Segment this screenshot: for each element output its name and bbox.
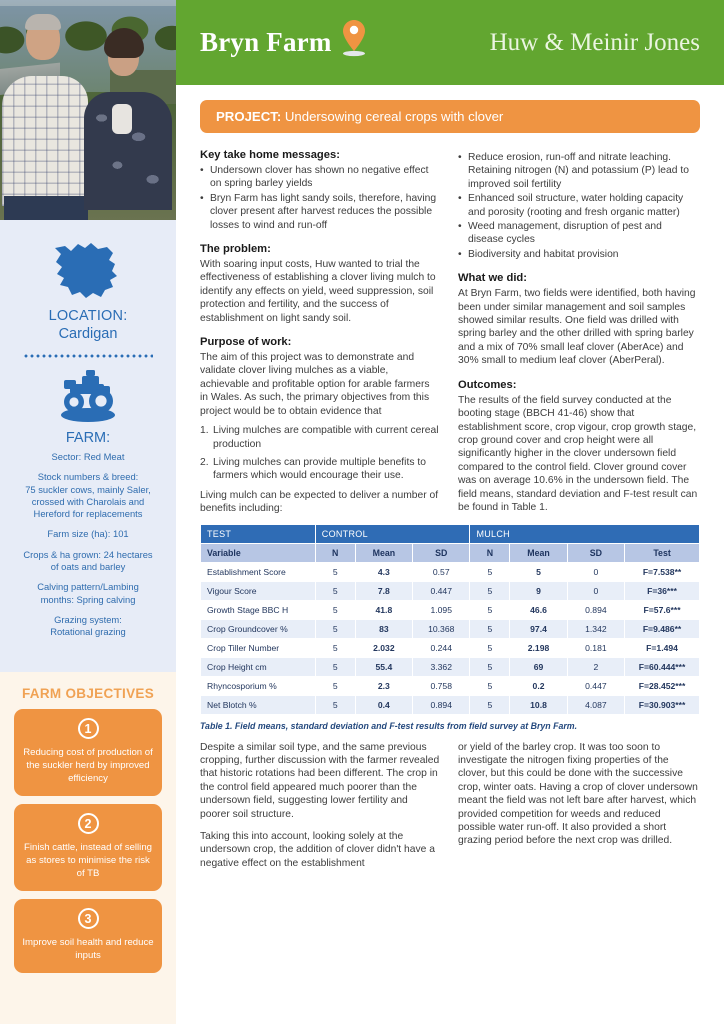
objective-text: Improve soil health and reduce inputs: [22, 937, 154, 961]
right-column: [458, 149, 698, 518]
objective-card-2: [14, 804, 162, 891]
cell-test: F=57.6***: [625, 600, 700, 619]
objective-text: Reducing cost of production of the suckler herd by improved efficiency: [23, 747, 153, 784]
cell-sd: 0: [567, 562, 624, 581]
farm-detail-line: Hereford for replacements: [33, 508, 143, 520]
cell-mean: 4.3: [355, 562, 412, 581]
list-item: • Undersown clover has shown no negative effect on spring barley yields: [200, 164, 440, 191]
outcomes-heading: Outcomes:: [458, 378, 517, 391]
farm-objectives-section: [0, 672, 176, 973]
location-value: Cardigan: [58, 326, 118, 342]
table-row: [201, 638, 700, 657]
cell-mean: 69: [510, 657, 567, 676]
list-item: • Reduce erosion, run-off and nitrate leaching. Retaining nitrogen (N) and potassium (P) lead to improved soil fertility: [458, 151, 698, 191]
benefits-intro: Living mulch can be expected to deliver a number of benefits including:: [200, 489, 439, 515]
bottom-paragraph: Despite a similar soil type, and the same previous cropping, further discussion with the farmer revealed that historic rotations had been different. The crop in the control field appeared much poorer than the undersown field, suggesting lower fertility and poorer soil structure.: [200, 741, 440, 820]
cell-n: 5: [470, 619, 510, 638]
list-item: Living mulches can provide multiple benefits to farmers which would encourage their use.: [213, 456, 426, 482]
objective-number: 1: [78, 718, 99, 739]
list-item: • Bryn Farm has light sandy soils, therefore, having clover present after harvest reduces the possible losses to wind and run-off: [200, 192, 440, 232]
column-header: N: [470, 543, 510, 562]
bottom-left-column: [200, 741, 440, 880]
farm-detail-line: 75 suckler cows, mainly Saler,: [25, 483, 151, 495]
photo-man-trousers: [4, 196, 88, 220]
column-header: SD: [567, 543, 624, 562]
list-item: • Enhanced soil structure, water holding capacity and porosity (rooting and fresh organic matter): [458, 192, 698, 219]
cell-n: 5: [470, 600, 510, 619]
list-item: • Weed management, disruption of pest and disease cycles: [458, 220, 698, 247]
cell-test: F=28.452***: [625, 676, 700, 695]
group-header-test: TEST: [201, 524, 316, 543]
results-table-wrapper: [176, 518, 724, 731]
cell-n: 5: [470, 695, 510, 714]
purpose-objectives-list: [200, 424, 440, 483]
cell-mean: 83: [355, 619, 412, 638]
header-bar: [176, 0, 724, 85]
cell-n: 5: [315, 562, 355, 581]
farm-brand-title: Bryn Farm: [200, 27, 332, 57]
problem-heading: The problem:: [200, 243, 271, 256]
table-row: [201, 695, 700, 714]
cell-variable: Crop Tiller Number: [201, 638, 316, 657]
cell-n: 5: [315, 638, 355, 657]
cell-sd: 0.894: [567, 600, 624, 619]
cell-test: F=9.486**: [625, 619, 700, 638]
cell-mean: 2.032: [355, 638, 412, 657]
farm-objectives-title: FARM OBJECTIVES: [21, 686, 155, 701]
list-item: Living mulches are compatible with current cereal production: [213, 425, 439, 450]
cell-sd: 0.447: [413, 581, 470, 600]
wales-map-icon: [51, 240, 125, 302]
dotted-divider: [23, 354, 153, 358]
cell-sd: 0.181: [567, 638, 624, 657]
left-column: [200, 149, 440, 518]
table-group-header-row: [201, 524, 700, 543]
key-messages-list: [200, 164, 440, 232]
farm-details: [0, 451, 176, 639]
cell-sd: 3.362: [413, 657, 470, 676]
key-messages-heading: Key take home messages:: [200, 149, 340, 161]
cell-variable: Crop Groundcover %: [201, 619, 316, 638]
cell-sd: 0.244: [413, 638, 470, 657]
table-row: [201, 676, 700, 695]
cell-test: F=7.538**: [625, 562, 700, 581]
results-table: [200, 524, 700, 715]
table-row: [201, 581, 700, 600]
cell-n: 5: [470, 581, 510, 600]
farm-detail-line: Grazing system:: [54, 613, 122, 625]
cell-n: 5: [470, 676, 510, 695]
objective-text: Finish cattle, instead of selling as stores to minimise the risk of TB: [24, 842, 152, 879]
cell-mean: 10.8: [510, 695, 567, 714]
cell-test: F=60.444***: [625, 657, 700, 676]
farmer-couple-photo: [0, 0, 176, 220]
project-label: PROJECT:: [216, 109, 282, 124]
farm-detail-line: Calving pattern/Lambing: [37, 581, 139, 593]
table-row: [201, 657, 700, 676]
table-body: [201, 562, 700, 714]
cell-mean: 46.6: [510, 600, 567, 619]
what-we-did-heading: What we did:: [458, 272, 527, 285]
cell-variable: Vigour Score: [201, 581, 316, 600]
farmer-names: Huw & Meinir Jones: [489, 28, 700, 56]
column-header: Test: [625, 543, 700, 562]
tractor-icon: [52, 368, 124, 424]
bottom-two-columns: [176, 731, 724, 880]
cell-test: F=30.903***: [625, 695, 700, 714]
objective-number: 3: [78, 908, 99, 929]
photo-woman-top: [112, 104, 132, 134]
photo-man-shirt: [2, 76, 88, 206]
farm-detail-line: Rotational grazing: [50, 626, 126, 638]
main-content: [176, 0, 724, 1024]
cell-n: 5: [315, 657, 355, 676]
cell-sd: 0: [567, 581, 624, 600]
benefits-list: [458, 151, 698, 261]
cell-n: 5: [470, 638, 510, 657]
problem-text: With soaring input costs, Huw wanted to trial the effectiveness of establishing a clover living mulch to identify any effects on yield, weed suppression, soil protection and fertility, and the success of establishment on light sandy soil.: [200, 259, 436, 324]
table-column-header-row: [201, 543, 700, 562]
column-header: Mean: [355, 543, 412, 562]
cell-sd: 1.342: [567, 619, 624, 638]
cell-n: 5: [315, 619, 355, 638]
farm-detail-line: Farm size (ha): 101: [47, 528, 129, 540]
cell-sd: 0.57: [413, 562, 470, 581]
farm-detail-line: Crops & ha grown: 24 hectares: [23, 548, 153, 560]
cell-sd: 2: [567, 657, 624, 676]
objective-number: 2: [78, 813, 99, 834]
table-row: [201, 600, 700, 619]
farm-detail-line: Sector: Red Meat: [51, 451, 125, 462]
cell-mean: 0.2: [510, 676, 567, 695]
cell-mean: 2.3: [355, 676, 412, 695]
project-title: Undersowing cereal crops with clover: [284, 109, 504, 124]
bottom-right-column: [458, 741, 698, 880]
cell-mean: 2.198: [510, 638, 567, 657]
cell-variable: Crop Height cm: [201, 657, 316, 676]
farm-label: FARM:: [65, 430, 111, 446]
top-two-columns: [176, 133, 724, 518]
cell-n: 5: [470, 657, 510, 676]
cell-sd: 4.087: [567, 695, 624, 714]
cell-variable: Establishment Score: [201, 562, 316, 581]
cell-mean: 9: [510, 581, 567, 600]
cell-mean: 0.4: [355, 695, 412, 714]
cell-n: 5: [315, 600, 355, 619]
objective-card-1: [14, 709, 162, 796]
cell-n: 5: [315, 581, 355, 600]
cell-mean: 41.8: [355, 600, 412, 619]
cell-sd: 0.758: [413, 676, 470, 695]
cell-n: 5: [315, 676, 355, 695]
cell-sd: 10.368: [413, 619, 470, 638]
what-we-did-text: At Bryn Farm, two fields were identified, both having been under similar management and soil samples showed similar results. One field was drilled with spring barley and the other drilled with spring barley and a mix of 70% small leaf clover (AberAce) and 30% small to medium leaf clover (AberPeral).: [458, 288, 696, 367]
cell-mean: 97.4: [510, 619, 567, 638]
cell-test: F=1.494: [625, 638, 700, 657]
outcomes-text: The results of the field survey conducted at the booting stage (BBCH 41-46) show that establishment score, crop vigour, crop growth stage, crop ground cover and crop height were all significantly higher in the clover undersown field compared to the control field. Clover ground cover was on average 10.6% in the undersown field. The field means, standard deviation and F-test result can be found in Table 1.: [458, 394, 698, 513]
column-header: N: [315, 543, 355, 562]
bottom-paragraph: Taking this into account, looking solely at the undersown crop, the addition of clover didn't have a negative effect on the establishment: [200, 830, 435, 869]
table-row: [201, 619, 700, 638]
map-pin-icon: [341, 19, 367, 62]
farm-detail-line: of oats and barley: [50, 561, 126, 573]
bottom-paragraph: or yield of the barley crop. It was too soon to investigate the nitrogen fixing properties of the clover, but this could be done with the successive crop, winter oats. Having a crop of clover undersown meant the field was not left bare after harvest, which provided competition for weeds and reduced possible water run-off. It also provided a short grazing period before the next crop was drilled.: [458, 741, 698, 847]
sidebar: [0, 0, 176, 1024]
farm-detail-line: crossed with Charolais and: [31, 495, 145, 507]
group-header-control: CONTROL: [315, 524, 470, 543]
cell-variable: Rhyncosporium %: [201, 676, 316, 695]
table-caption: Table 1. Field means, standard deviation and F-test results from field survey at Bryn Farm.: [200, 720, 578, 731]
column-header: SD: [413, 543, 470, 562]
column-header: Variable: [201, 543, 316, 562]
cell-n: 5: [470, 562, 510, 581]
farm-detail-line: Stock numbers & breed:: [37, 471, 139, 483]
cell-sd: 1.095: [413, 600, 470, 619]
cell-test: F=36***: [625, 581, 700, 600]
objective-card-3: [14, 899, 162, 973]
cell-mean: 7.8: [355, 581, 412, 600]
cell-n: 5: [315, 695, 355, 714]
group-header-mulch: MULCH: [470, 524, 700, 543]
cell-mean: 5: [510, 562, 567, 581]
cell-variable: Growth Stage BBC H: [201, 600, 316, 619]
project-banner: [200, 100, 700, 133]
cell-sd: 0.894: [413, 695, 470, 714]
table-row: [201, 562, 700, 581]
cell-sd: 0.447: [567, 676, 624, 695]
list-item: • Biodiversity and habitat provision: [458, 248, 698, 261]
cell-mean: 55.4: [355, 657, 412, 676]
cell-variable: Net Blotch %: [201, 695, 316, 714]
purpose-heading: Purpose of work:: [200, 336, 292, 349]
photo-man-hair: [25, 14, 61, 30]
purpose-text: The aim of this project was to demonstrate and validate clover living mulches as a viable, achievable and profitable option for arable farmers in Wales. As such, the primary objectives from this project would be to obtain evidence that: [200, 352, 430, 417]
farm-detail-line: months: Spring calving: [40, 593, 136, 605]
column-header: Mean: [510, 543, 567, 562]
location-label: LOCATION:: [48, 308, 128, 324]
